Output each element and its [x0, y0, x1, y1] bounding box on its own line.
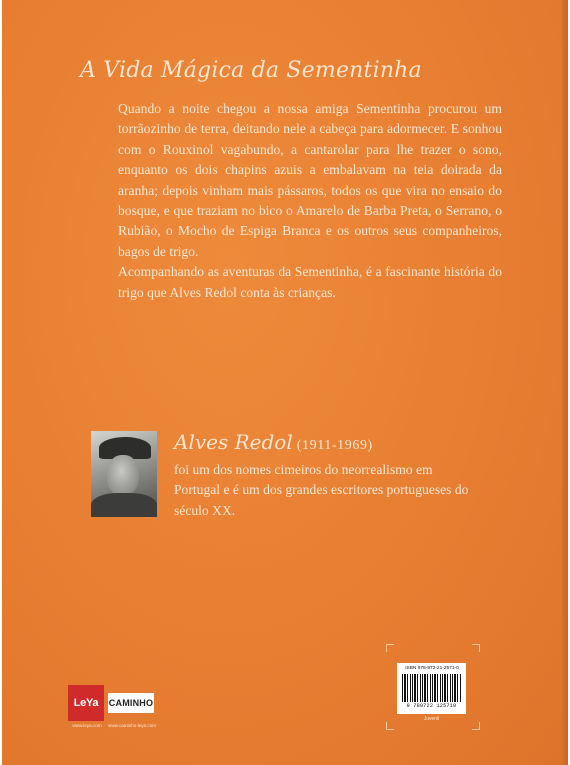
- author-photo: [91, 431, 157, 517]
- author-bio: foi um dos nomes cimeiros do neorrealismo em Portugal e é um dos grandes escritores portugueses do século XX.: [174, 462, 469, 518]
- book-title: A Vida Mágica da Sementinha: [80, 58, 422, 83]
- frame-corner-top-right: [472, 644, 480, 652]
- author-photo-face: [107, 455, 139, 495]
- author-name: Alves Redol: [174, 430, 293, 454]
- author-heading: [174, 430, 373, 454]
- book-back-cover: [2, 0, 568, 765]
- author-photo-coat: [91, 493, 157, 517]
- barcode-bars: [402, 674, 461, 702]
- synopsis-paragraph-2: Acompanhando as aventuras da Sementinha, é a fascinante história do trigo que Alves Redol conta às crianças.: [118, 264, 502, 300]
- cover-edge: [562, 0, 568, 765]
- leya-url: www.leya.com: [72, 723, 102, 728]
- frame-corner-top-left: [386, 644, 394, 652]
- caminho-url: www.caminho.leya.com: [108, 723, 156, 728]
- isbn-text: ISBN 978-972-21-2571-0: [405, 666, 459, 671]
- leya-logo-box: [68, 685, 104, 721]
- caminho-logo-box: [108, 693, 154, 713]
- synopsis: [118, 99, 502, 303]
- barcode-number: 9 789722 125710: [406, 703, 457, 709]
- caminho-logo: CAMINHO: [108, 698, 154, 708]
- author-years: (1911-1969): [296, 438, 373, 453]
- genre-label: Juvenil: [423, 716, 440, 722]
- frame-corner-bottom-right: [472, 722, 480, 730]
- barcode: [397, 663, 466, 714]
- leya-logo: LeYa: [73, 697, 99, 709]
- synopsis-paragraph-1: Quando a noite chegou a nossa amiga Sementinha procurou um torrãozinho de terra, deitando nele a cabeça para adormecer. E sonhou com o Rouxinol vagabundo, a cantarolar para lhe trazer o sono, enquanto os dois chapins azuis a embalavam na teia doirada da aranha; depois vinham mais pássaros, todos os que vira no ensaio do bosque, e que traziam no bico o Amarelo de Barba Preta, o Serrano, o Rubião, o Mocho de Espiga Branca e os outros seus companheiros, bagos de trigo.: [118, 101, 502, 259]
- frame-corner-bottom-left: [386, 722, 394, 730]
